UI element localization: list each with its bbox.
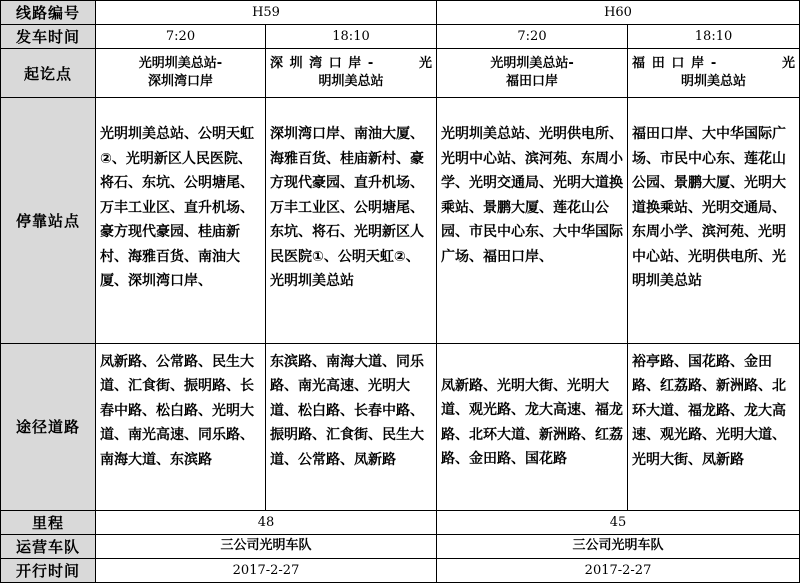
- h59-outbound-stops: 光明圳美总站、公明天虹②、光明新区人民医院、将石、东坑、公明塘尾、万丰工业区、直升机场、豪方现代豪园、桂庙新村、海雅百货、南油大厦、深圳湾口岸、: [96, 98, 266, 343]
- h60-return-time: 18:10: [628, 25, 800, 49]
- h59-return-terminals: [266, 49, 437, 98]
- h59-outbound-terminals: [96, 49, 266, 98]
- mileage-row: [1, 510, 800, 534]
- h60-fleet: 三公司光明车队: [437, 534, 800, 558]
- label-depart-time: 发车时间: [1, 25, 96, 49]
- label-roads: 途径道路: [1, 343, 96, 510]
- open-date-row: [1, 558, 800, 582]
- h59-mileage: 48: [96, 510, 437, 534]
- h60-outbound-terminals: [437, 49, 628, 98]
- h60-return-stops: 福田口岸、大中华国际广场、市民中心东、莲花山公园、景鹏大厦、光明大道换乘站、光明交通局、东周小学、滨河苑、光明中心站、光明供电所、光明圳美总站: [628, 98, 800, 343]
- terminal-line: 明圳美总站: [681, 74, 747, 90]
- terminal-line: 深圳湾口岸: [147, 74, 213, 90]
- label-stops: 停靠站点: [1, 98, 96, 343]
- terminals-row: [1, 49, 800, 98]
- h59-outbound-time: 7:20: [96, 25, 266, 49]
- h60-open-date: 2017-2-27: [437, 558, 800, 582]
- terminal-line: 福田口岸: [506, 74, 559, 90]
- route-h60-number: H60: [437, 1, 800, 25]
- terminal-line: 明圳美总站: [318, 74, 384, 90]
- terminal-line: 光明圳美总站-: [490, 56, 574, 72]
- terminal-line: 光明圳美总站-: [138, 56, 223, 72]
- terminal-line: 深圳湾口岸- 光: [270, 56, 433, 72]
- h59-outbound-roads: 凤新路、公常路、民生大道、汇食街、振明路、长春中路、松白路、光明大道、南光高速、同乐路、南海大道、东滨路: [96, 343, 266, 510]
- h59-return-time: 18:10: [266, 25, 437, 49]
- route-number-row: [1, 1, 800, 25]
- fleet-row: [1, 534, 800, 558]
- label-fleet: 运营车队: [1, 534, 96, 558]
- h60-outbound-roads: 凤新路、光明大街、光明大道、观光路、龙大高速、福龙路、北环大道、新洲路、红荔路、金田路、国花路: [437, 343, 628, 510]
- h60-outbound-stops: 光明圳美总站、光明供电所、光明中心站、滨河苑、东周小学、光明交通局、光明大道换乘站、景鹏大厦、莲花山公园、市民中心东、大中华国际广场、福田口岸、: [437, 98, 628, 343]
- h60-return-roads: 裕亭路、国花路、金田路、红荔路、新洲路、北环大道、福龙路、龙大高速、观光路、光明大道、光明大街、凤新路: [628, 343, 800, 510]
- label-mileage: 里程: [1, 510, 96, 534]
- h59-open-date: 2017-2-27: [96, 558, 437, 582]
- h59-return-roads: 东滨路、南海大道、同乐路、南光高速、光明大道、松白路、长春中路、振明路、汇食街、民生大道、公常路、凤新路: [266, 343, 437, 510]
- label-terminals: 起讫点: [1, 49, 96, 98]
- h59-return-stops: 深圳湾口岸、南油大厦、海雅百货、桂庙新村、豪方现代豪园、直升机场、万丰工业区、公明塘尾、东坑、将石、光明新区人民医院①、公明天虹②、光明圳美总站: [266, 98, 437, 343]
- terminal-line: 福田口岸- 光: [632, 56, 796, 72]
- h60-return-terminals: [628, 49, 800, 98]
- label-open-date: 开行时间: [1, 558, 96, 582]
- h60-outbound-time: 7:20: [437, 25, 628, 49]
- h60-mileage: 45: [437, 510, 800, 534]
- stops-row: [1, 98, 800, 343]
- label-route-number: 线路编号: [1, 1, 96, 25]
- depart-time-row: [1, 25, 800, 49]
- route-h59-number: H59: [96, 1, 437, 25]
- h59-fleet: 三公司光明车队: [96, 534, 437, 558]
- roads-row: [1, 343, 800, 510]
